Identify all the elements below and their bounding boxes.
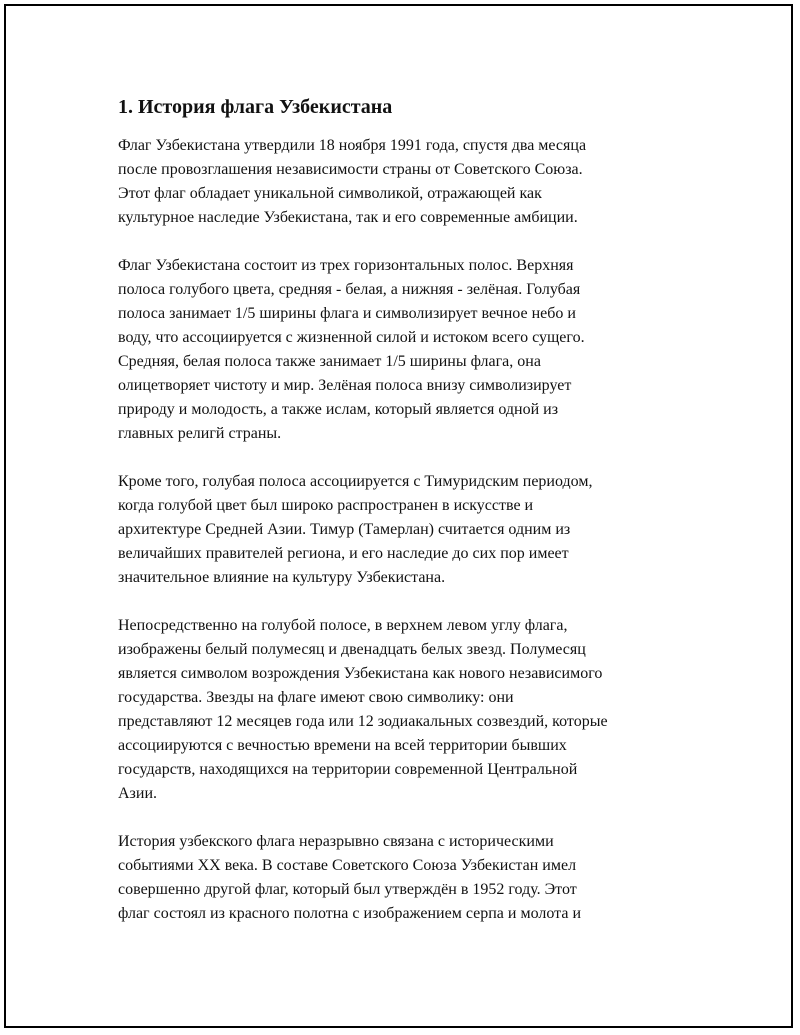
text-line: История узбекского флага неразрывно связана с историческими (118, 833, 554, 850)
text-line: Средняя, белая полоса также занимает 1/5 ширины флага, она (118, 353, 541, 370)
text-line: Кроме того, голубая полоса ассоциируется с Тимуридским периодом, (118, 473, 593, 490)
text-line: Флаг Узбекистана утвердили 18 ноября 1991 года, спустя два месяца (118, 137, 587, 154)
text-line: Непосредственно на голубой полосе, в верхнем левом углу флага, (118, 617, 568, 634)
document-title: 1. История флага Узбекистана (118, 96, 393, 118)
text-line: величайших правителей региона, и его наследие до сих пор имеет (118, 545, 569, 562)
text-line: полоса занимает 1/5 ширины флага и символизирует вечное небо и (118, 305, 576, 322)
text-line: представляют 12 месяцев года или 12 зодиакальных созвездий, которые (118, 713, 608, 730)
text-line: полоса голубого цвета, средняя - белая, а нижняя - зелёная. Голубая (118, 281, 581, 298)
text-line: воду, что ассоциируется с жизненной силой и истоком всего сущего. (118, 329, 585, 346)
text-line: является символом возрождения Узбекистана как нового независимого (118, 665, 603, 682)
text-line: Азии. (118, 785, 157, 802)
text-line: природу и молодость, а также ислам, который является одной из (118, 401, 559, 418)
paragraph-5 (118, 830, 698, 926)
text-line: культурное наследие Узбекистана, так и его современные амбиции. (118, 209, 578, 226)
text-line: олицетворяет чистоту и мир. Зелёная полоса внизу символизирует (118, 377, 572, 394)
text-line: изображены белый полумесяц и двенадцать белых звезд. Полумесяц (118, 641, 586, 658)
text-line: главных религй страны. (118, 425, 282, 442)
text-line: Этот флаг обладает уникальной символикой, отражающей как (118, 185, 542, 202)
text-line: значительное влияние на культуру Узбекистана. (118, 569, 446, 586)
paragraph-2 (118, 254, 698, 446)
text-line: флаг состоял из красного полотна с изображением серпа и молота и (118, 905, 581, 922)
text-line: после провозглашения независимости страны от Советского Союза. (118, 161, 583, 178)
text-line: ассоциируются с вечностью времени на всей территории бывших (118, 737, 567, 754)
paragraph-1 (118, 134, 698, 230)
text-line: архитектуре Средней Азии. Тимур (Тамерлан) считается одним из (118, 521, 571, 538)
document-body (118, 94, 698, 950)
text-line: когда голубой цвет был широко распространен в искусстве и (118, 497, 534, 514)
text-line: совершенно другой флаг, который был утверждён в 1952 году. Этот (118, 881, 577, 898)
text-line: государств, находящихся на территории современной Центральной (118, 761, 578, 778)
paragraph-4 (118, 614, 698, 806)
paragraph-3 (118, 470, 698, 590)
text-line: Флаг Узбекистана состоит из трех горизонтальных полос. Верхняя (118, 257, 574, 274)
text-line: государства. Звезды на флаге имеют свою символику: они (118, 689, 514, 706)
text-line: событиями XX века. В составе Советского Союза Узбекистан имел (118, 857, 577, 874)
